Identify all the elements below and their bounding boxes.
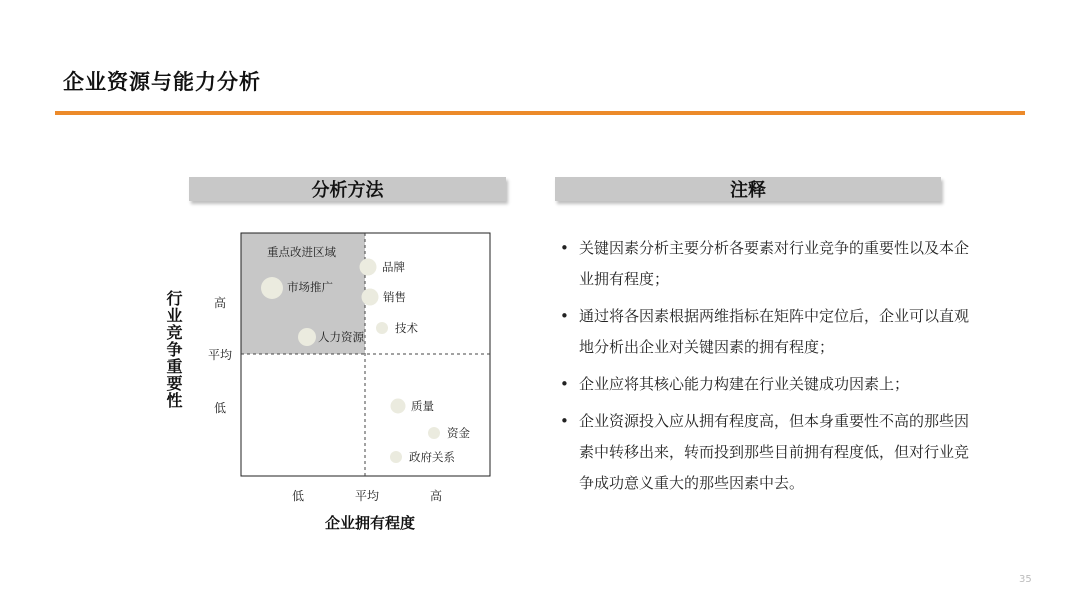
title-divider (55, 111, 1025, 115)
x-axis-title: 企业拥有程度 (325, 514, 416, 532)
factor-bubble-hr (298, 328, 316, 346)
method-header-label: 分析方法 (311, 180, 384, 201)
y-axis-title: 行业竞争重要性 (164, 290, 183, 409)
factor-bubble-gov-relations (390, 451, 402, 463)
factor-bubble-sales (362, 289, 379, 306)
factor-bubble-marketing (261, 277, 283, 299)
note-text: 通过将各因素根据两维指标在矩阵中定位后，企业可以直观地分析出企业对关键因素的拥有程度； (579, 307, 970, 356)
x-tick-low: 低 (292, 489, 305, 503)
note-text: 企业应将其核心能力构建在行业关键成功因素上； (579, 375, 910, 393)
note-item (560, 301, 970, 363)
notes-header-label: 注释 (730, 180, 766, 201)
factor-matrix (150, 225, 510, 495)
factor-label-sales: 销售 (383, 290, 406, 304)
y-tick-average: 平均 (208, 348, 233, 362)
bullet-icon: • (560, 375, 569, 393)
note-item (560, 233, 970, 295)
note-item (560, 406, 970, 499)
note-text: 关键因素分析主要分析各要素对行业竞争的重要性以及本企业拥有程度； (579, 239, 970, 288)
factor-bubble-technology (376, 322, 388, 334)
factor-label-hr: 人力资源 (318, 330, 364, 344)
y-tick-low: 低 (214, 401, 227, 415)
factor-bubble-capital (428, 427, 440, 439)
notes-section-header (555, 177, 941, 201)
factor-label-brand: 品牌 (382, 260, 405, 274)
factor-label-quality: 质量 (411, 399, 434, 413)
page-title: 企业资源与能力分析 (63, 70, 261, 94)
factor-label-marketing: 市场推广 (287, 280, 333, 294)
factor-bubble-quality (391, 399, 406, 414)
note-item (560, 369, 970, 400)
y-tick-high: 高 (214, 296, 227, 310)
notes-list (560, 233, 970, 505)
priority-quadrant-label: 重点改进区域 (267, 245, 336, 259)
x-tick-high: 高 (430, 489, 443, 503)
factor-bubble-brand (360, 259, 377, 276)
factor-label-capital: 资金 (447, 426, 470, 440)
factor-label-technology: 技术 (395, 321, 418, 335)
method-section-header (189, 177, 506, 201)
note-text: 企业资源投入应从拥有程度高，但本身重要性不高的那些因素中转移出来，转而投到那些目前拥有程度低，但对行业竞争成功意义重大的那些因素中去。 (579, 412, 970, 492)
bullet-icon: • (560, 239, 569, 257)
bullet-icon: • (560, 412, 569, 430)
bullet-icon: • (560, 307, 569, 325)
page-number: 35 (1019, 574, 1032, 585)
factor-label-gov-relations: 政府关系 (409, 450, 455, 464)
x-tick-average: 平均 (355, 489, 380, 503)
